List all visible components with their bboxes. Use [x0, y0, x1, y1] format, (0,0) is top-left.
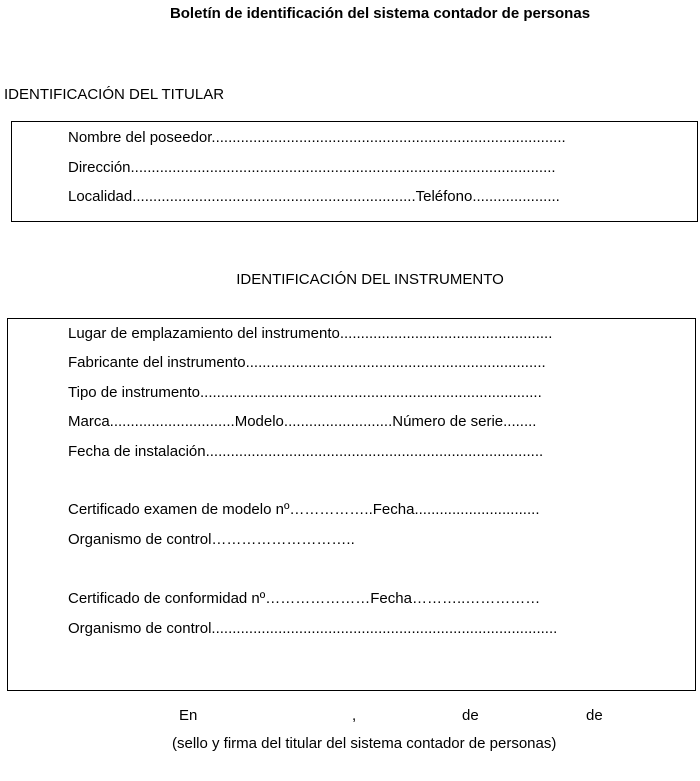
titular-box	[11, 121, 698, 222]
titular-heading: IDENTIFICACIÓN DEL TITULAR	[4, 86, 225, 103]
locality-phone-field[interactable]: Localidad....................................................................Teléfono.....................	[68, 188, 560, 205]
manufacturer-field[interactable]: Fabricante del instrumento........................................................................	[68, 354, 546, 371]
date-de-1: de	[462, 707, 479, 724]
place-label: En	[179, 707, 198, 724]
signature-note: (sello y firma del titular del sistema contador de personas)	[172, 735, 557, 752]
location-field[interactable]: Lugar de emplazamiento del instrumento...................................................	[68, 325, 553, 342]
conformity-certificate-field[interactable]: Certificado de conformidad nº…………………Fecha………..……………	[68, 590, 541, 607]
date-de-2: de	[586, 707, 603, 724]
address-field[interactable]: Dirección......................................................................................................	[68, 159, 556, 176]
owner-name-field[interactable]: Nombre del poseedor.....................................................................................	[68, 129, 566, 146]
instrumento-heading: IDENTIFICACIÓN DEL INSTRUMENTO	[236, 271, 504, 288]
instrumento-box	[7, 318, 696, 691]
control-body-field-1[interactable]: Organismo de control………………………..	[68, 531, 355, 548]
model-certificate-field[interactable]: Certificado examen de modelo nº……………..Fecha..............................	[68, 501, 540, 518]
control-body-field-2[interactable]: Organismo de control...................................................................................	[68, 620, 558, 637]
brand-model-serial-field[interactable]: Marca..............................Modelo..........................Número de serie........	[68, 413, 537, 430]
document-title: Boletín de identificación del sistema contador de personas	[169, 5, 591, 22]
installation-date-field[interactable]: Fecha de instalación.................................................................................	[68, 443, 544, 460]
date-comma: ,	[352, 707, 357, 724]
instrument-type-field[interactable]: Tipo de instrumento..................................................................................	[68, 384, 542, 401]
